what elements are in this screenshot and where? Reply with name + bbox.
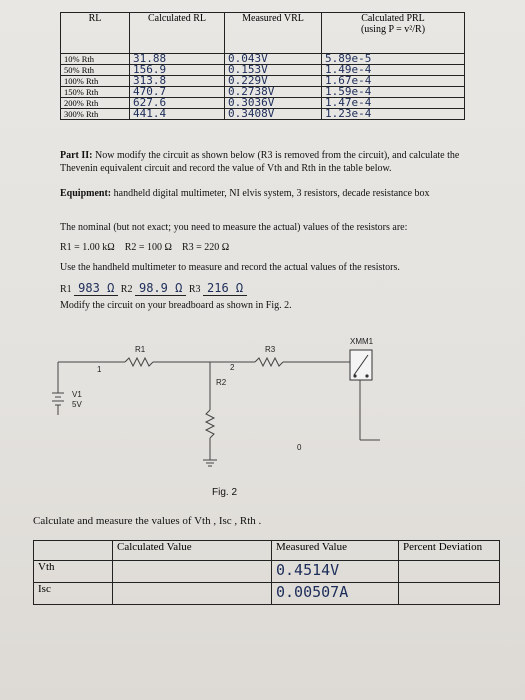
node-0-label: 0 bbox=[297, 443, 302, 452]
col-header-measured-value: Measured Value bbox=[272, 541, 399, 561]
r2-label: R2 bbox=[216, 378, 227, 387]
table-row: 100% Rth 313.8 0.229V 1.67e-4 bbox=[61, 76, 465, 87]
node-1-label: 1 bbox=[97, 365, 102, 374]
part2-instructions: Part II: Now modify the circuit as shown below (R3 is removed from the circuit), and calculate the Thevenin equivalent circuit and record the value of Vth and Rth in the table below. bbox=[60, 150, 460, 174]
table-row: 150% Rth 470.7 0.2738V 1.59e-4 bbox=[61, 87, 465, 98]
col-header-rl: RL bbox=[61, 13, 130, 54]
r1-label: R1 bbox=[135, 345, 146, 354]
table-row: Vth 0.4514V bbox=[34, 561, 500, 583]
modify-text: Modify the circuit on your breadboard as shown in Fig. 2. bbox=[60, 300, 292, 311]
col-header-calculated-value: Calculated Value bbox=[113, 541, 272, 561]
use-multimeter-text: Use the handheld multimeter to measure and record the actual values of the resistors. bbox=[60, 262, 400, 273]
resistor-r3-symbol bbox=[255, 358, 283, 366]
r3-measured-value: 216 Ω bbox=[203, 281, 247, 296]
table-row: 10% Rth 31.88 0.043V 5.89e-5 bbox=[61, 54, 465, 65]
table-row: Isc 0.00507A bbox=[34, 583, 500, 605]
vth-measured-value: 0.4514V bbox=[272, 561, 399, 583]
table-row: 50% Rth 156.9 0.153V 1.49e-4 bbox=[61, 65, 465, 76]
col-header-percent-deviation: Percent Deviation bbox=[399, 541, 500, 561]
measured-resistors-line: R1 983 Ω R2 98.9 Ω R3 216 Ω bbox=[60, 282, 480, 297]
col-header-calculated-rl: Calculated RL bbox=[130, 13, 225, 54]
v1-label: V1 bbox=[72, 390, 82, 399]
figure-caption: Fig. 2 bbox=[212, 487, 238, 498]
table-row: 200% Rth 627.6 0.3036V 1.47e-4 bbox=[61, 98, 465, 109]
equipment-line: Equipment: handheld digital multimeter, NI elvis system, 3 resistors, decade resistance box bbox=[60, 188, 430, 199]
calculate-instruction: Calculate and measure the values of Vth , Isc , Rth . bbox=[33, 515, 262, 527]
nominal-text: The nominal (but not exact; you need to measure the actual) values of the resistors are: bbox=[60, 222, 408, 233]
thevenin-results-table bbox=[33, 540, 500, 605]
v1-value: 5V bbox=[72, 400, 82, 409]
col-header-measured-vrl: Measured VRL bbox=[225, 13, 322, 54]
r1-measured-value: 983 Ω bbox=[74, 281, 118, 296]
r3-label: R3 bbox=[265, 345, 276, 354]
resistor-r1-symbol bbox=[125, 358, 153, 366]
col-header-calculated-prl: Calculated PRL (using P = v²/R) bbox=[322, 13, 465, 54]
xmm1-label: XMM1 bbox=[350, 337, 374, 346]
r2-measured-value: 98.9 Ω bbox=[135, 281, 186, 296]
table-row: 300% Rth 441.4 0.3408V 1.23e-4 bbox=[61, 109, 465, 120]
node-2-label: 2 bbox=[230, 363, 235, 372]
isc-measured-value: 0.00507A bbox=[272, 583, 399, 605]
table-header-row bbox=[34, 541, 500, 561]
nominal-values: R1 = 1.00 kΩ R2 = 100 Ω R3 = 220 Ω bbox=[60, 242, 230, 253]
resistor-r2-symbol bbox=[206, 410, 214, 438]
